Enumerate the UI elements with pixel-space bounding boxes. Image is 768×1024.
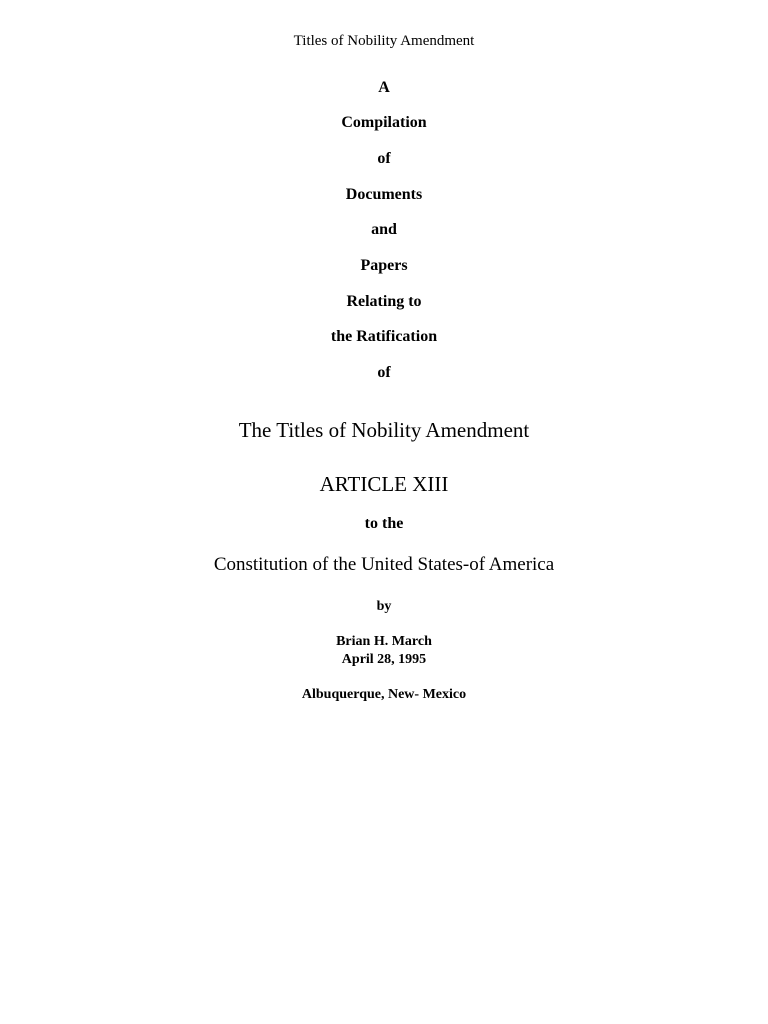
title-line-4: Documents — [345, 186, 423, 203]
author-name: Brian H. March — [336, 634, 432, 649]
title-line-7: Relating to — [346, 293, 422, 310]
article-heading: ARTICLE XIII — [319, 472, 449, 496]
title-line-8: the Ratification — [330, 328, 438, 345]
title-line-6: Papers — [360, 257, 408, 274]
to-the-line: to the — [364, 515, 404, 532]
running-header: Titles of Nobility Amendment — [293, 33, 475, 49]
publication-date: April 28, 1995 — [341, 652, 427, 667]
publication-location: Albuquerque, New- Mexico — [301, 687, 467, 702]
title-line-2: Compilation — [341, 114, 427, 131]
constitution-line: Constitution of the United States-of America — [213, 554, 555, 575]
title-line-1: A — [378, 79, 390, 96]
amendment-title: The Titles of Nobility Amendment — [238, 418, 530, 442]
by-line: by — [376, 599, 392, 614]
title-line-3: of — [377, 150, 391, 167]
title-line-5: and — [371, 221, 397, 238]
title-line-9: of — [377, 364, 391, 381]
